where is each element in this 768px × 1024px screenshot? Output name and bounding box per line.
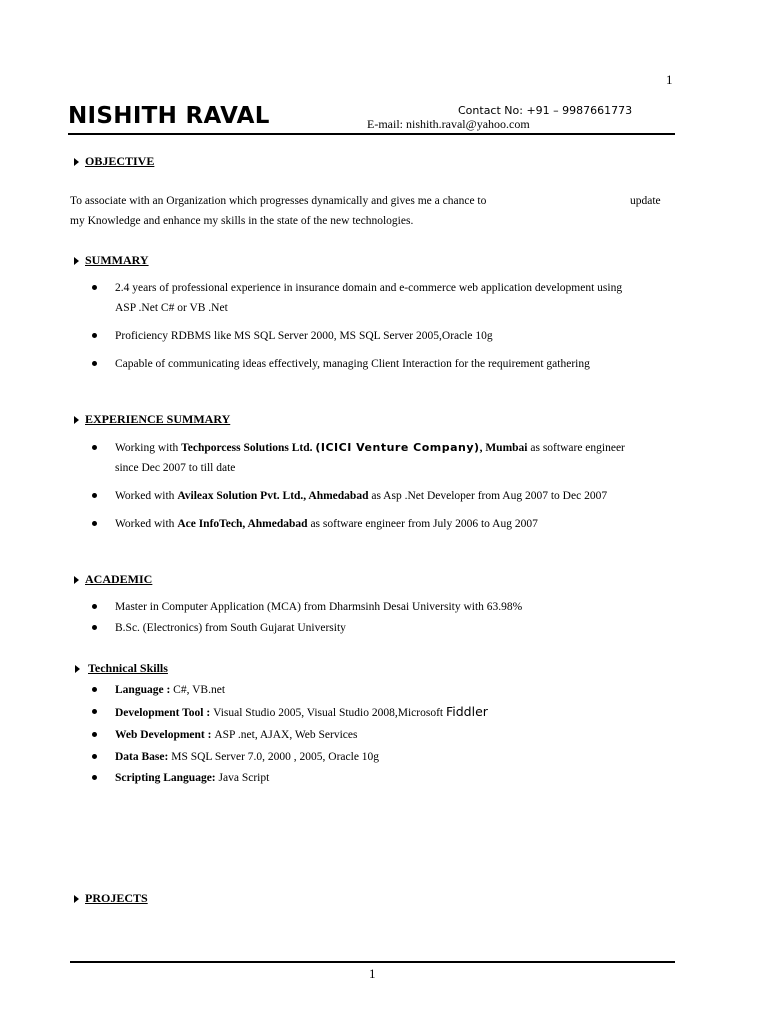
section-academic-heading <box>74 572 152 587</box>
skill-value: C#, VB.net <box>173 684 226 696</box>
list-item <box>92 725 357 745</box>
company-name: Avileax Solution Pvt. Ltd., Ahmedabad <box>177 490 369 502</box>
section-title: ACADEMIC <box>85 572 153 586</box>
section-title: PROJECTS <box>85 891 148 905</box>
section-title: OBJECTIVE <box>85 154 155 168</box>
section-title: Technical Skills <box>88 661 168 675</box>
bullet-icon <box>92 732 97 737</box>
page-number-top: 1 <box>666 72 673 87</box>
skill-value: Visual Studio 2005, Visual Studio 2008,Microsoft <box>213 707 446 719</box>
company-location: , Mumbai <box>479 442 528 454</box>
skill-label: Language : <box>115 684 174 696</box>
section-summary-heading <box>74 253 149 268</box>
section-technical-heading <box>75 661 168 676</box>
list-item <box>92 702 488 723</box>
summary-item-text: 2.4 years of professional experience in insurance domain and e-commerce web application development using <box>115 282 623 294</box>
skill-label: Data Base: <box>115 751 172 763</box>
company-name: Ace InfoTech, Ahmedabad <box>177 518 308 530</box>
candidate-name: NISHITH RAVAL <box>68 103 270 129</box>
skill-label: Development Tool : <box>115 707 214 719</box>
list-item <box>92 514 538 534</box>
bullet-icon <box>92 775 97 780</box>
bullet-icon <box>92 285 97 290</box>
experience-prefix: Worked with <box>115 518 178 530</box>
list-item <box>92 278 622 318</box>
bullet-icon <box>92 604 97 609</box>
arrow-right-icon <box>75 665 80 673</box>
skill-value: MS SQL Server 7.0, 2000 , 2005, Oracle 10g <box>171 751 380 763</box>
academic-item-text: Master in Computer Application (MCA) from Dharmsinh Desai University with 63.98% <box>115 601 523 613</box>
bullet-icon <box>92 687 97 692</box>
company-parent: (ICICI Venture Company) <box>315 441 480 454</box>
list-item <box>92 768 269 788</box>
bullet-icon <box>92 625 97 630</box>
bullet-icon <box>92 445 97 450</box>
footer-rule <box>70 961 675 963</box>
objective-text-line1: To associate with an Organization which progresses dynamically and gives me a chance to <box>70 195 487 207</box>
list-item <box>92 747 379 767</box>
experience-prefix: Worked with <box>115 490 178 502</box>
bullet-icon <box>92 493 97 498</box>
summary-item-text: Capable of communicating ideas effectively, managing Client Interaction for the requirement gathering <box>115 358 590 370</box>
section-projects-heading <box>74 891 148 906</box>
bullet-icon <box>92 709 97 714</box>
arrow-right-icon <box>74 895 79 903</box>
list-item <box>92 680 225 700</box>
section-experience-heading <box>74 412 230 427</box>
list-item <box>92 326 493 346</box>
bullet-icon <box>92 521 97 526</box>
skill-label: Web Development : <box>115 729 215 741</box>
section-objective-heading <box>74 154 154 169</box>
summary-item-text: ASP .Net C# or VB .Net <box>115 302 228 314</box>
summary-item-text: Proficiency RDBMS like MS SQL Server 2000, MS SQL Server 2005,Oracle 10g <box>115 330 493 342</box>
list-item <box>92 618 346 638</box>
arrow-right-icon <box>74 158 79 166</box>
skill-value: ASP .net, AJAX, Web Services <box>214 729 358 741</box>
list-item <box>92 597 522 617</box>
experience-role: as software engineer from July 2006 to Aug 2007 <box>307 518 538 530</box>
list-item <box>92 354 590 374</box>
arrow-right-icon <box>74 416 79 424</box>
academic-item-text: B.Sc. (Electronics) from South Gujarat University <box>115 622 346 634</box>
header-rule <box>68 133 675 135</box>
contact-number: Contact No: +91 – 9987661773 <box>458 104 633 117</box>
experience-prefix: Working with <box>115 442 182 454</box>
arrow-right-icon <box>74 257 79 265</box>
list-item <box>92 438 625 478</box>
page-number-bottom: 1 <box>369 966 376 981</box>
email-address: E-mail: nishith.raval@yahoo.com <box>367 117 530 131</box>
experience-role: as Asp .Net Developer from Aug 2007 to Dec 2007 <box>368 490 608 502</box>
arrow-right-icon <box>74 576 79 584</box>
list-item <box>92 486 607 506</box>
experience-role: as software engineer <box>527 442 625 454</box>
bullet-icon <box>92 361 97 366</box>
objective-text-line2: my Knowledge and enhance my skills in the state of the new technologies. <box>70 215 414 227</box>
bullet-icon <box>92 333 97 338</box>
skill-label: Scripting Language: <box>115 772 219 784</box>
section-title: SUMMARY <box>85 253 149 267</box>
bullet-icon <box>92 754 97 759</box>
skill-value-extra: Fiddler <box>445 704 488 719</box>
objective-text-update: update <box>630 195 661 207</box>
section-title: EXPERIENCE SUMMARY <box>85 412 231 426</box>
experience-period: since Dec 2007 to till date <box>115 462 236 474</box>
company-name: Techporcess Solutions Ltd. <box>181 442 316 454</box>
skill-value: Java Script <box>218 772 270 784</box>
